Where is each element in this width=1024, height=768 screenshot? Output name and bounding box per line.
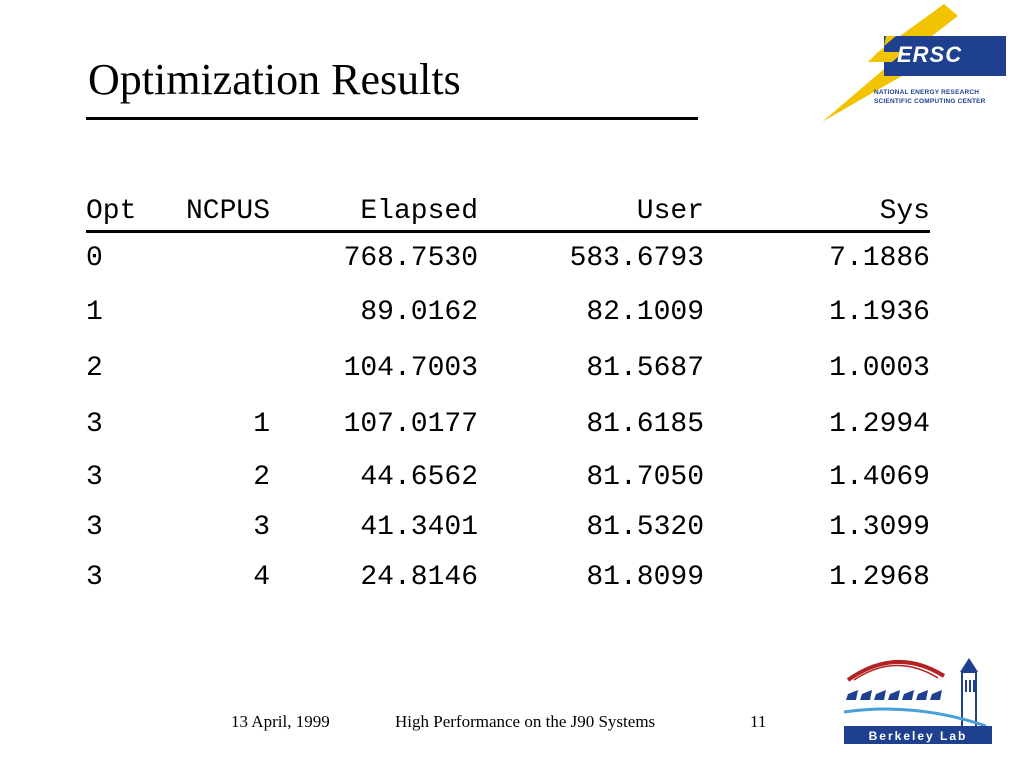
cell-sys: 1.3099	[829, 512, 930, 543]
optimization-results-table	[86, 194, 930, 603]
cell-opt: 1	[86, 297, 103, 328]
table-row	[86, 503, 930, 553]
cell-user: 81.7050	[586, 462, 704, 493]
nersc-wordmark: ERSC	[897, 42, 963, 67]
cell-opt: 3	[86, 512, 103, 543]
cell-user: 81.6185	[586, 409, 704, 440]
cell-opt: 3	[86, 462, 103, 493]
cell-user: 82.1009	[586, 297, 704, 328]
footer-date: 13 April, 1999	[231, 712, 330, 731]
cell-opt: 3	[86, 409, 103, 440]
cell-user: 81.5687	[586, 353, 704, 384]
cell-sys: 1.1936	[829, 297, 930, 328]
cell-elapsed: 104.7003	[343, 353, 478, 384]
cell-ncpus	[164, 232, 270, 286]
berkeley-lab-wordmark: Berkeley Lab	[868, 729, 968, 743]
cell-sys: 7.1886	[829, 243, 930, 274]
nersc-caption-line2: SCIENTIFIC COMPUTING CENTER	[874, 98, 986, 105]
table-header-row	[86, 194, 930, 232]
cell-user: 583.6793	[569, 243, 704, 274]
cell-sys: 1.0003	[829, 353, 930, 384]
cell-opt: 2	[86, 353, 103, 384]
footer-page-number: 11	[750, 712, 767, 731]
table-row	[86, 453, 930, 503]
table-row	[86, 285, 930, 341]
berkeley-lab-logo	[836, 650, 996, 750]
cell-sys: 1.4069	[829, 462, 930, 493]
table-row	[86, 232, 930, 286]
cell-opt: 3	[86, 562, 103, 593]
cell-elapsed: 44.6562	[360, 462, 478, 493]
header-opt: Opt	[86, 194, 164, 232]
cell-elapsed: 89.0162	[360, 297, 478, 328]
cell-ncpus	[164, 341, 270, 397]
cell-opt: 0	[86, 243, 103, 274]
header-sys: Sys	[704, 194, 930, 232]
slide-title: Optimization Results	[88, 55, 461, 104]
cell-elapsed: 768.7530	[343, 243, 478, 274]
title-underline	[86, 117, 698, 120]
cell-user: 81.8099	[586, 562, 704, 593]
table-row	[86, 341, 930, 397]
cell-elapsed: 107.0177	[343, 409, 478, 440]
cell-sys: 1.2994	[829, 409, 930, 440]
header-ncpus: NCPUS	[164, 194, 270, 232]
cell-ncpus: 2	[253, 462, 270, 493]
table-row	[86, 397, 930, 453]
nersc-caption-line1: NATIONAL ENERGY RESEARCH	[874, 89, 980, 96]
cell-user: 81.5320	[586, 512, 704, 543]
nersc-caption	[874, 88, 1014, 106]
cell-ncpus	[164, 285, 270, 341]
table-row	[86, 553, 930, 603]
cell-ncpus: 4	[253, 562, 270, 593]
cell-elapsed: 24.8146	[360, 562, 478, 593]
header-user: User	[478, 194, 704, 232]
cell-sys: 1.2968	[829, 562, 930, 593]
cell-ncpus: 3	[253, 512, 270, 543]
footer-title: High Performance on the J90 Systems	[395, 712, 656, 731]
cell-elapsed: 41.3401	[360, 512, 478, 543]
header-elapsed: Elapsed	[270, 194, 478, 232]
cell-ncpus: 1	[253, 409, 270, 440]
